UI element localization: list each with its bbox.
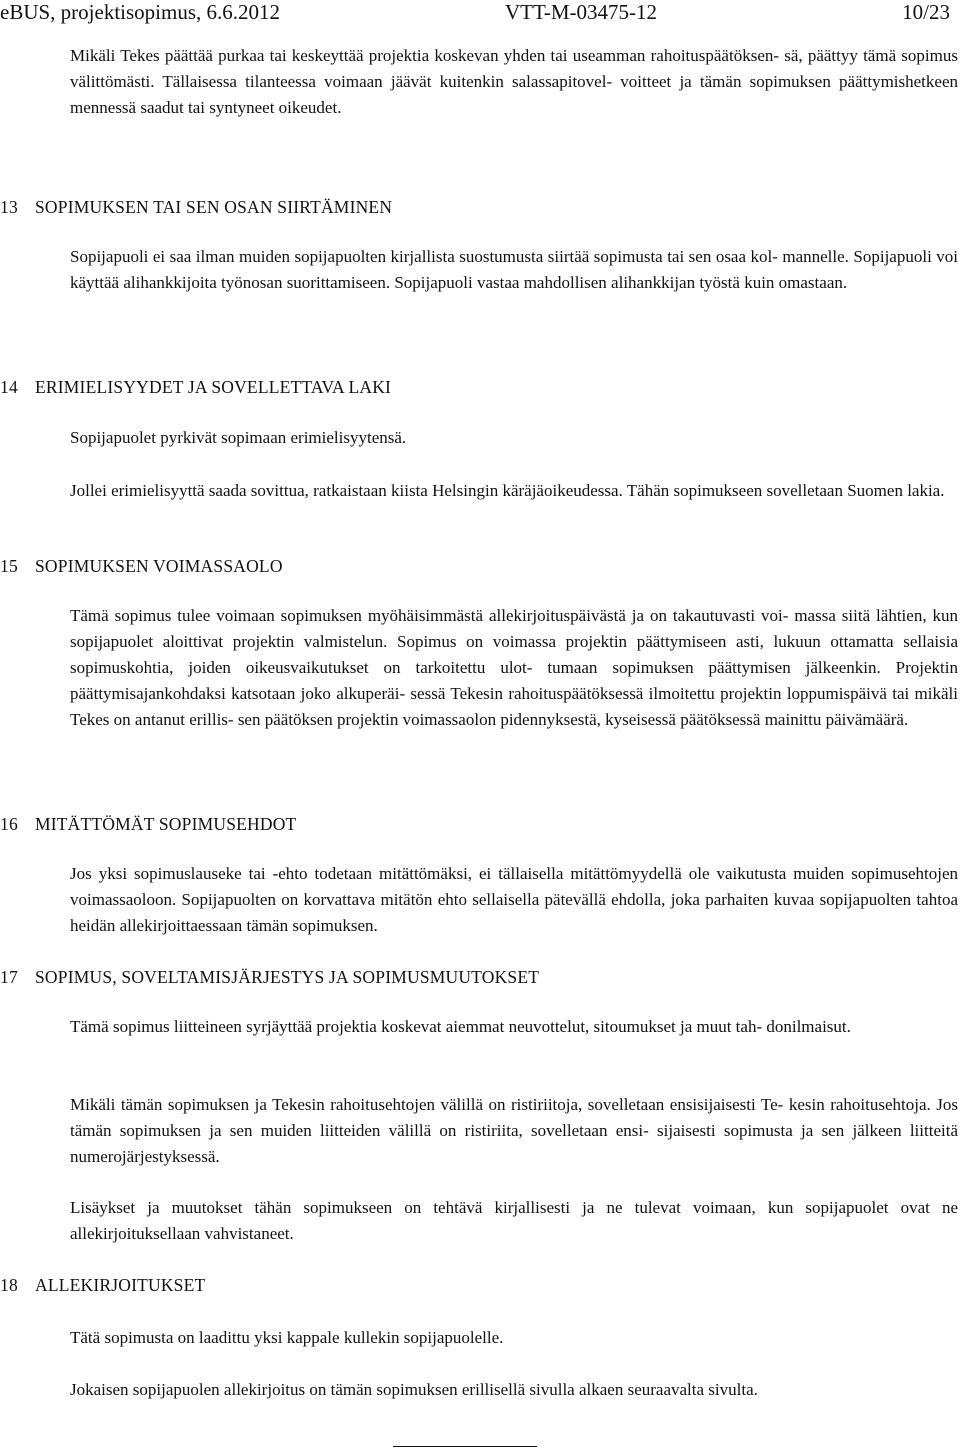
- section-14-paragraph-2: Jollei erimielisyyttä saada sovittua, ratkaistaan kiista Helsingin käräjäoikeudessa. Tähän sopimukseen sovelletaan Suomen lakia.: [70, 481, 945, 500]
- section-14-paragraph-1: Sopijapuolet pyrkivät sopimaan erimielisyytensä.: [70, 428, 407, 447]
- section-number: 17: [0, 967, 18, 987]
- section-16-paragraph-1: Jos yksi sopimuslauseke tai -ehto todetaan mitättömäksi, ei tällaisella mitättömyydellä ole vaikutusta muiden sopimusehtojen voimassaoloon. Sopijapuolten on korvattava mitätön ehto sellaisella pätevällä ehdolla, joka parhaiten kuvaa sopijapuolten tahtoa heidän allekirjoittaessaan tämän sopimuksen.: [70, 864, 958, 935]
- section-18-paragraph-2: Jokaisen sopijapuolen allekirjoitus on tämän sopimuksen erillisellä sivulla alkaen seuraavalta sivulta.: [70, 1380, 758, 1399]
- header-document-id: VTT-M-03475-12: [505, 0, 658, 24]
- section-number: 15: [0, 556, 18, 576]
- section-title: MITÄTTÖMÄT SOPIMUSEHDOT: [35, 814, 297, 834]
- section-title: SOPIMUS, SOVELTAMISJÄRJESTYS JA SOPIMUSMUUTOKSET: [35, 967, 540, 987]
- section-title: SOPIMUKSEN VOIMASSAOLO: [35, 556, 283, 576]
- section-title: ALLEKIRJOITUKSET: [35, 1275, 206, 1295]
- section-17-paragraph-3: Lisäykset ja muutokset tähän sopimukseen on tehtävä kirjallisesti ja ne tulevat voimaan, kun sopijapuolet ovat ne allekirjoituksellaan vahvistaneet.: [70, 1198, 958, 1243]
- section-15-heading: [0, 553, 950, 579]
- section-17-heading: [0, 964, 950, 990]
- section-14-heading: [0, 374, 950, 400]
- header-page-number: 10/23: [902, 0, 950, 24]
- header-document-title: eBUS, projektisopimus, 6.6.2012: [0, 0, 281, 24]
- section-title: SOPIMUKSEN TAI SEN OSAN SIIRTÄMINEN: [35, 197, 393, 217]
- section-17-paragraph-1: Tämä sopimus liitteineen syrjäyttää projektia koskevat aiemmat neuvottelut, sitoumukset ja muut tah- donilmaisut.: [70, 1017, 851, 1036]
- section-13-paragraph-1: Sopijapuoli ei saa ilman muiden sopijapuolten kirjallista suostumusta siirtää sopimusta tai sen osaa kol- mannelle. Sopijapuoli voi käyttää alihankkijoita työnosan suorittamiseen. Sopijapuoli vastaa mahdollisen alihankkijan työstä kuin omastaan.: [70, 247, 958, 292]
- section-18-paragraph-1: Tätä sopimusta on laadittu yksi kappale kullekin sopijapuolelle.: [70, 1328, 504, 1347]
- section-17-paragraph-2: Mikäli tämän sopimuksen ja Tekesin rahoitusehtojen välillä on ristiriitoja, sovelletaan ensisijaisesti Te- kesin rahoitusehtoja. Jos tämän sopimuksen ja sen muiden liitteiden välillä on ristiriita, sovelletaan ensi- sijaisesti sopimusta ja sen jälkeen liitteitä numerojärjestyksessä.: [70, 1095, 958, 1166]
- section-16-heading: [0, 811, 950, 837]
- section-13-heading: [0, 194, 950, 220]
- intro-paragraph: Mikäli Tekes päättää purkaa tai keskeyttää projektia koskevan yhden tai useamman rahoituspäätöksen- sä, päättyy tämä sopimus välittömästi. Tällaisessa tilanteessa voimaan jäävät kuitenkin salassapitovel- voitteet ja tämän sopimuksen päättymishetkeen mennessä saadut tai syntyneet oikeudet.: [70, 46, 958, 117]
- section-15-paragraph-1: Tämä sopimus tulee voimaan sopimuksen myöhäisimmästä allekirjoituspäivästä ja on takautuvasti voi- massa siitä lähtien, kun sopijapuolet aloittivat projektin valmistelun. Sopimus on voimassa projektin päättymiseen asti, lukuun ottamatta sellaisia sopimuskohtia, joiden oikeusvaikutukset on tarkoitettu ulot- tumaan sopimuksen päättymisen jälkeenkin. Projektin päättymisajankohdaksi katsotaan joko alkuperäi- sessä Tekesin rahoituspäätöksessä ilmoitettu projektin loppumispäivä tai mikäli Tekes on antanut erillis- sen päätöksen projektin voimassaolon pidennyksestä, kyseisessä päätöksessä mainittu päivämäärä.: [70, 606, 958, 729]
- page-header: [0, 0, 960, 26]
- section-number: 13: [0, 197, 18, 217]
- section-number: 16: [0, 814, 18, 834]
- footnote-separator-line: [393, 1446, 537, 1447]
- section-number: 18: [0, 1275, 18, 1295]
- section-title: ERIMIELISYYDET JA SOVELLETTAVA LAKI: [35, 377, 392, 397]
- section-18-heading: [0, 1272, 950, 1298]
- section-number: 14: [0, 377, 18, 397]
